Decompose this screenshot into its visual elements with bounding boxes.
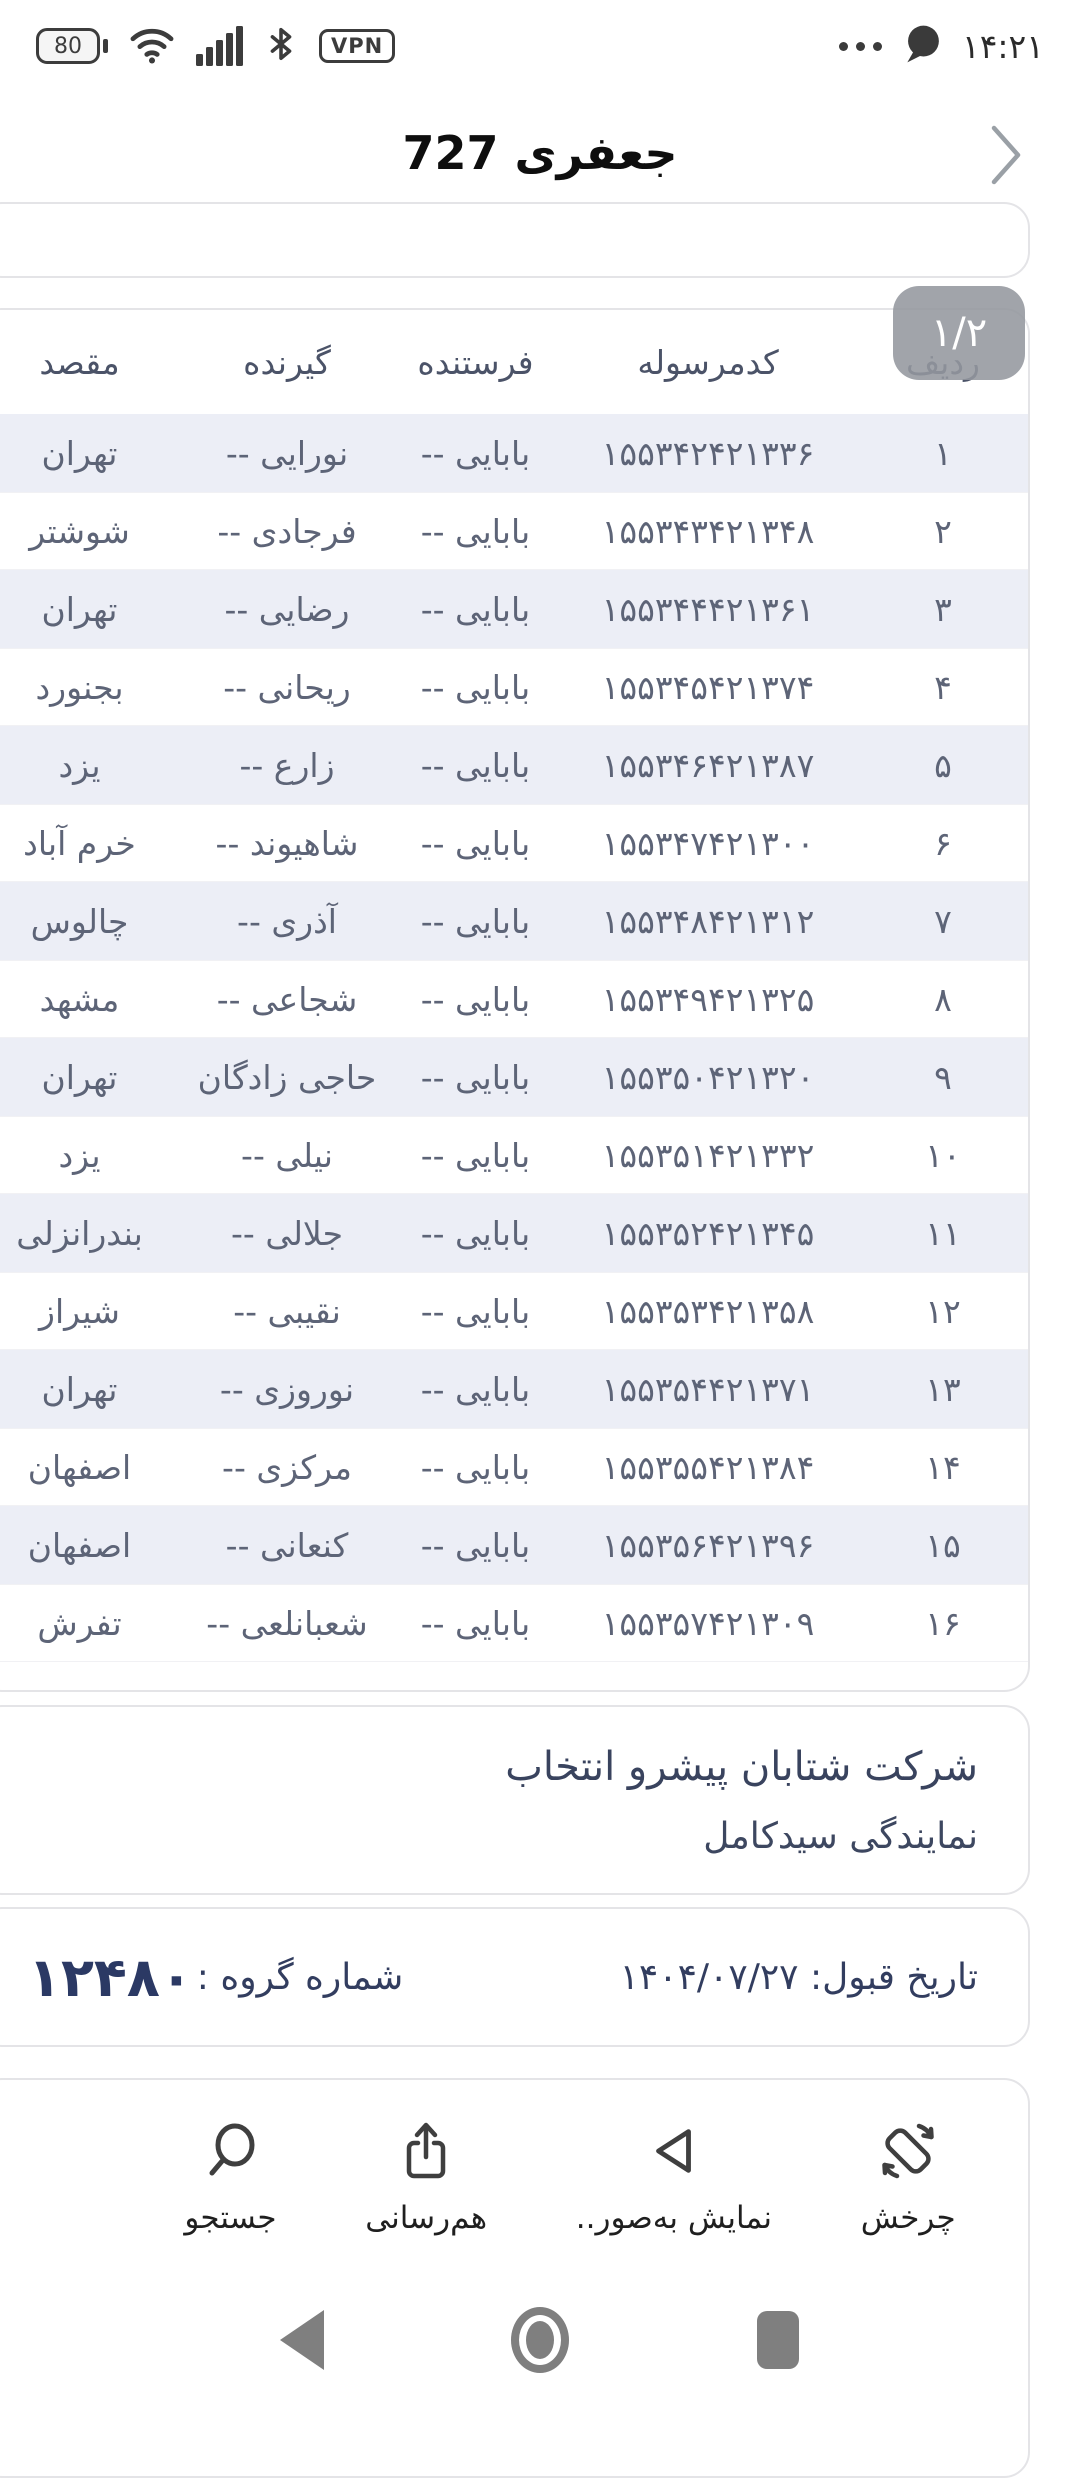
table-cell: ۶ <box>934 823 952 863</box>
table-cell: زارع -- <box>239 745 335 785</box>
status-bar <box>0 16 1080 76</box>
table-cell: خرم آباد <box>23 823 136 863</box>
table-cell: بابایی -- <box>420 1057 531 1097</box>
table-cell: ۱ <box>934 433 952 473</box>
table-cell: نورایی -- <box>225 433 349 473</box>
table-cell: بابایی -- <box>420 901 531 941</box>
tool-label: چرخش <box>860 2200 956 2236</box>
group-number-value: ۱۲۴۸۰ <box>28 1945 193 2009</box>
battery-level: 80 <box>36 28 100 64</box>
page-indicator-badge <box>893 286 1025 380</box>
chevron-right-icon[interactable] <box>986 122 1030 188</box>
table-cell: ۹ <box>934 1057 952 1097</box>
table-row <box>0 570 1028 648</box>
group-number-label: شماره گروه : <box>196 1956 404 1998</box>
table-cell: بابایی -- <box>420 1291 531 1331</box>
table-cell: ۱۵۵۳۴۴۴۲۱۳۶۱ <box>601 589 815 629</box>
table-cell: ۳ <box>934 589 952 629</box>
agency-name: نمایندگی سیدکامل <box>703 1815 978 1857</box>
page-title: جعفری 727 <box>402 126 678 180</box>
chat-bubble-icon <box>900 21 944 71</box>
column-header-tracking-code: کدمرسوله <box>637 342 779 382</box>
column-header-destination: مقصد <box>39 342 120 382</box>
table-row <box>0 1584 1028 1662</box>
table-cell: ۷ <box>934 901 952 941</box>
vpn-icon: VPN <box>319 29 395 63</box>
table-row <box>0 1116 1028 1194</box>
table-cell: تهران <box>41 589 118 629</box>
table-header-row <box>0 310 1028 414</box>
table-cell: ۱۵۵۳۴۹۴۲۱۳۲۵ <box>601 979 815 1019</box>
table-cell: ۱۵ <box>925 1525 961 1565</box>
table-cell: ۱۵۵۳۵۱۴۲۱۳۳۲ <box>601 1135 815 1175</box>
table-row <box>0 1506 1028 1584</box>
rotate-icon <box>875 2118 941 2184</box>
page-indicator-text: ۱/۲ <box>930 310 988 356</box>
table-cell: بابایی -- <box>420 1369 531 1409</box>
table-row <box>0 1038 1028 1116</box>
table-row <box>0 804 1028 882</box>
table-cell: نقیبی -- <box>233 1291 341 1331</box>
slideshow-icon <box>641 2118 707 2184</box>
table-cell: بابایی -- <box>420 745 531 785</box>
table-cell: شجاعی -- <box>216 979 358 1019</box>
battery-nub <box>103 39 108 53</box>
table-cell: ۱۵۵۳۴۶۴۲۱۳۸۷ <box>601 745 815 785</box>
date-group-card <box>0 1907 1030 2047</box>
table-cell: ۱۱ <box>925 1213 961 1253</box>
table-row <box>0 960 1028 1038</box>
accept-date: تاریخ قبول: ۱۴۰۴/۰۷/۲۷ <box>619 1956 978 1998</box>
table-cell: ۱۳ <box>925 1369 961 1409</box>
tool-label: هم‌رسانی <box>365 2200 488 2236</box>
home-icon <box>511 2307 569 2373</box>
table-cell: ۱۵۵۳۵۶۴۲۱۳۹۶ <box>601 1525 815 1565</box>
company-name: شرکت شتابان پیشرو انتخاب <box>505 1743 978 1790</box>
table-cell: شاهیوند -- <box>215 823 359 863</box>
table-cell: ۲ <box>934 511 952 551</box>
table-cell: شوشتر <box>29 511 130 551</box>
signal-strength-icon <box>196 26 243 66</box>
table-cell: بجنورد <box>35 667 124 707</box>
bottom-toolbar <box>140 2118 1000 2236</box>
table-cell: چالوس <box>30 901 129 941</box>
table-cell: ۱۵۵۳۵۵۴۲۱۳۸۴ <box>601 1447 815 1487</box>
table-cell: ۱۴ <box>925 1447 961 1487</box>
table-cell: مرکزی -- <box>222 1447 352 1487</box>
table-cell: بابایی -- <box>420 589 531 629</box>
table-cell: مشهد <box>39 979 120 1019</box>
group-number-wrap <box>28 1946 403 2009</box>
table-cell: فرجادی -- <box>217 511 357 551</box>
nav-back-button[interactable] <box>273 2305 331 2375</box>
share-button[interactable] <box>365 2118 487 2236</box>
table-cell: بابایی -- <box>420 1525 531 1565</box>
table-cell: بابایی -- <box>420 667 531 707</box>
display-as-button[interactable] <box>576 2118 772 2236</box>
table-cell: ۱۵۵۳۴۸۴۲۱۳۱۲ <box>601 901 815 941</box>
back-icon <box>280 2310 324 2370</box>
share-icon <box>393 2118 459 2184</box>
tool-label: نمایش به‌صور.. <box>575 2200 773 2236</box>
search-icon <box>198 2118 264 2184</box>
table-cell: ریحانی -- <box>223 667 351 707</box>
status-right-cluster <box>839 21 1044 71</box>
table-cell: نوروزی -- <box>219 1369 355 1409</box>
table-row <box>0 492 1028 570</box>
battery-icon <box>36 28 108 64</box>
scrolled-card-edge <box>0 202 1030 278</box>
table-cell: شعبانلعی -- <box>206 1603 368 1643</box>
android-nav-bar <box>0 2290 1080 2390</box>
nav-recents-button[interactable] <box>749 2305 807 2375</box>
table-cell: ۱۶ <box>925 1603 961 1643</box>
wifi-icon <box>126 21 178 71</box>
table-row <box>0 726 1028 804</box>
table-cell: ۴ <box>934 667 952 707</box>
column-header-sender: فرستنده <box>417 342 534 382</box>
table-cell: بابایی -- <box>420 979 531 1019</box>
table-row <box>0 1272 1028 1350</box>
table-cell: بابایی -- <box>420 1603 531 1643</box>
table-cell: ۵ <box>934 745 952 785</box>
table-cell: بندرانزلی <box>16 1213 143 1253</box>
table-body <box>0 414 1028 1662</box>
table-cell: ۱۲ <box>925 1291 961 1331</box>
table-cell: تفرش <box>37 1603 122 1643</box>
recents-icon <box>757 2311 799 2369</box>
table-cell: بابایی -- <box>420 1213 531 1253</box>
table-cell: نیلی -- <box>241 1135 333 1175</box>
clock-time: ۱۴:۲۱ <box>961 26 1044 66</box>
table-cell: رضایی -- <box>224 589 350 629</box>
table-cell: جلالی -- <box>231 1213 343 1253</box>
table-cell: ۱۰ <box>925 1135 961 1175</box>
table-cell: ۱۵۵۳۴۵۴۲۱۳۷۴ <box>601 667 815 707</box>
search-button[interactable] <box>184 2118 276 2236</box>
table-cell: بابایی -- <box>420 433 531 473</box>
table-cell: تهران <box>41 1369 118 1409</box>
table-cell: ۱۵۵۳۵۳۴۲۱۳۵۸ <box>601 1291 815 1331</box>
more-dots-icon <box>839 42 882 51</box>
table-cell: اصفهان <box>27 1447 132 1487</box>
table-cell: بابایی -- <box>420 511 531 551</box>
table-cell: حاجی زادگان <box>197 1057 377 1097</box>
table-cell: ۸ <box>934 979 952 1019</box>
parcel-table-card <box>0 308 1030 1692</box>
table-cell: تهران <box>41 433 118 473</box>
table-cell: بابایی -- <box>420 1447 531 1487</box>
table-cell: بابایی -- <box>420 1135 531 1175</box>
table-cell: بابایی -- <box>420 823 531 863</box>
bluetooth-icon <box>261 18 301 74</box>
column-header-receiver: گیرنده <box>243 342 331 382</box>
table-cell: یزد <box>58 1135 101 1175</box>
table-cell: کنعانی -- <box>225 1525 349 1565</box>
table-cell: آذری -- <box>237 901 337 941</box>
table-cell: ۱۵۵۳۴۲۴۲۱۳۳۶ <box>601 433 815 473</box>
tool-label: جستجو <box>184 2200 277 2236</box>
table-row <box>0 1428 1028 1506</box>
nav-home-button[interactable] <box>511 2305 569 2375</box>
table-cell: اصفهان <box>27 1525 132 1565</box>
table-cell: ۱۵۵۳۵۲۴۲۱۳۴۵ <box>601 1213 815 1253</box>
status-left-cluster <box>36 18 395 74</box>
table-row <box>0 1194 1028 1272</box>
table-row <box>0 648 1028 726</box>
table-cell: ۱۵۵۳۴۷۴۲۱۳۰۰ <box>601 823 815 863</box>
table-cell: ۱۵۵۳۵۴۴۲۱۳۷۱ <box>601 1369 815 1409</box>
company-info-card <box>0 1705 1030 1895</box>
table-row <box>0 882 1028 960</box>
table-cell: ۱۵۵۳۵۷۴۲۱۳۰۹ <box>601 1603 815 1643</box>
table-cell: تهران <box>41 1057 118 1097</box>
table-cell: ۱۵۵۳۴۳۴۲۱۳۴۸ <box>601 511 815 551</box>
rotate-button[interactable] <box>861 2118 956 2236</box>
table-row <box>0 1350 1028 1428</box>
table-cell: ۱۵۵۳۵۰۴۲۱۳۲۰ <box>601 1057 815 1097</box>
table-row <box>0 414 1028 492</box>
table-cell: شیراز <box>39 1291 120 1331</box>
table-cell: یزد <box>58 745 101 785</box>
